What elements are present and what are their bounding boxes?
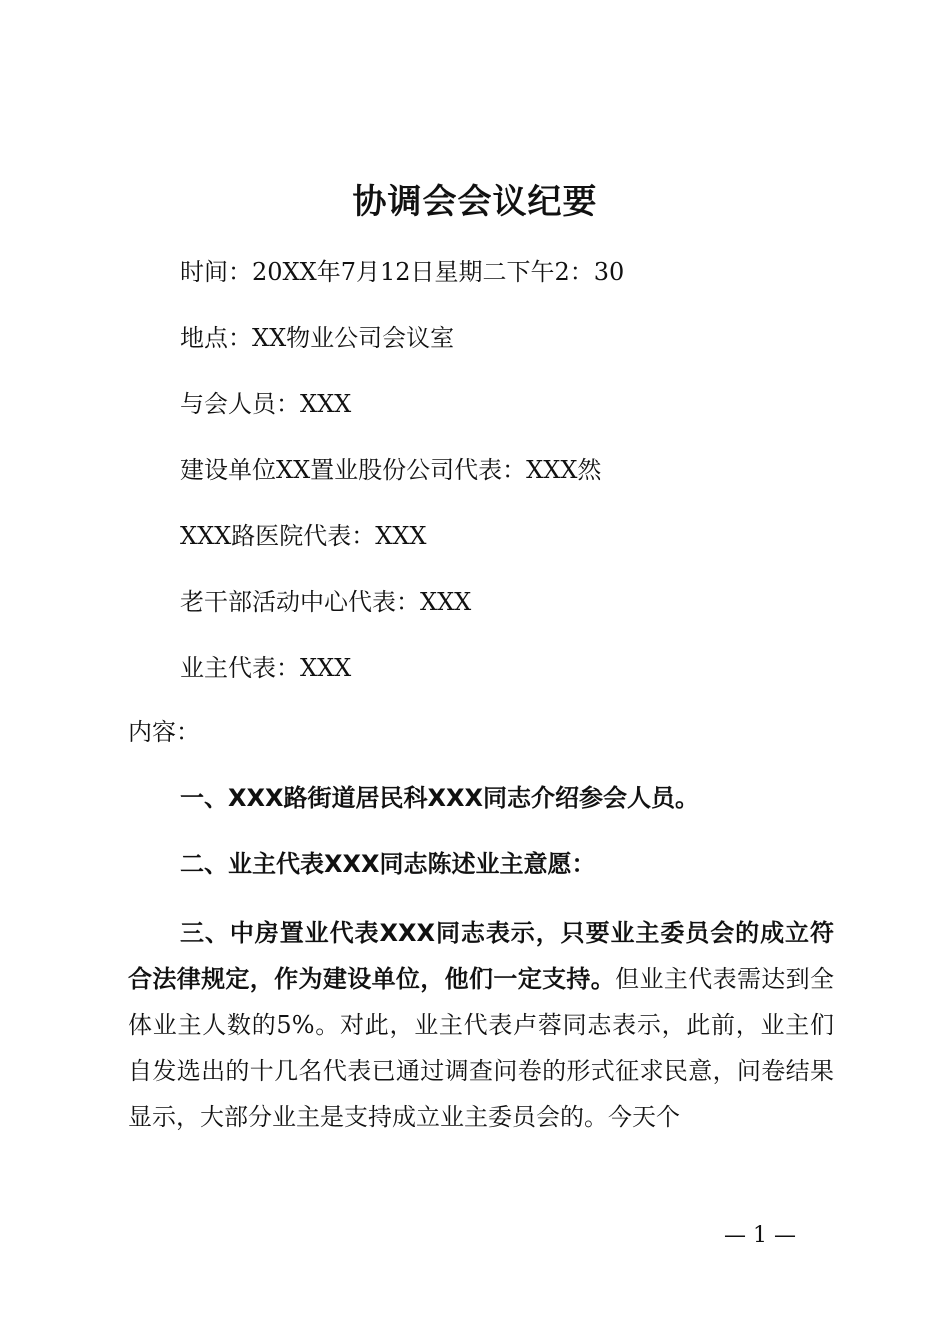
content-item-2: 二、业主代表XXX同志陈述业主意愿： <box>180 850 596 878</box>
meeting-location: 地点：XX物业公司会议室 <box>180 324 455 352</box>
content-item-3-rest: 但业主代表需达到全体业主人数的5%。对此，业主代表卢蓉同志表示，此前，业主们自发选出的十几名代表已通过调查问卷的形式征求民意，问卷结果显示，大部分业主是支持成立业主委员会的。今天个 <box>128 965 835 1131</box>
owner-representative: 业主代表：XXX <box>180 654 352 682</box>
content-label: 内容： <box>128 718 200 746</box>
meeting-attendees: 与会人员：XXX <box>180 390 352 418</box>
developer-representative: 建设单位XX置业股份公司代表：XXX然 <box>180 456 602 484</box>
document-title: 协调会会议纪要 <box>352 182 598 222</box>
page-number: — 1 — <box>724 1223 796 1248</box>
hospital-representative: XXX路医院代表：XXX <box>180 522 427 550</box>
activity-center-representative: 老干部活动中心代表：XXX <box>180 588 472 616</box>
content-item-1: 一、XXX路街道居民科XXX同志介绍参会人员。 <box>180 784 700 812</box>
content-item-3 <box>128 910 834 1140</box>
meeting-time: 时间：20XX年7月12日星期二下午2：30 <box>180 258 625 286</box>
content-item-3-bold: 三、中房置业代表XXX同志表示，只要业主委员会的成立符合法律规定，作为建设单位，他们一定支持。 <box>128 919 834 993</box>
